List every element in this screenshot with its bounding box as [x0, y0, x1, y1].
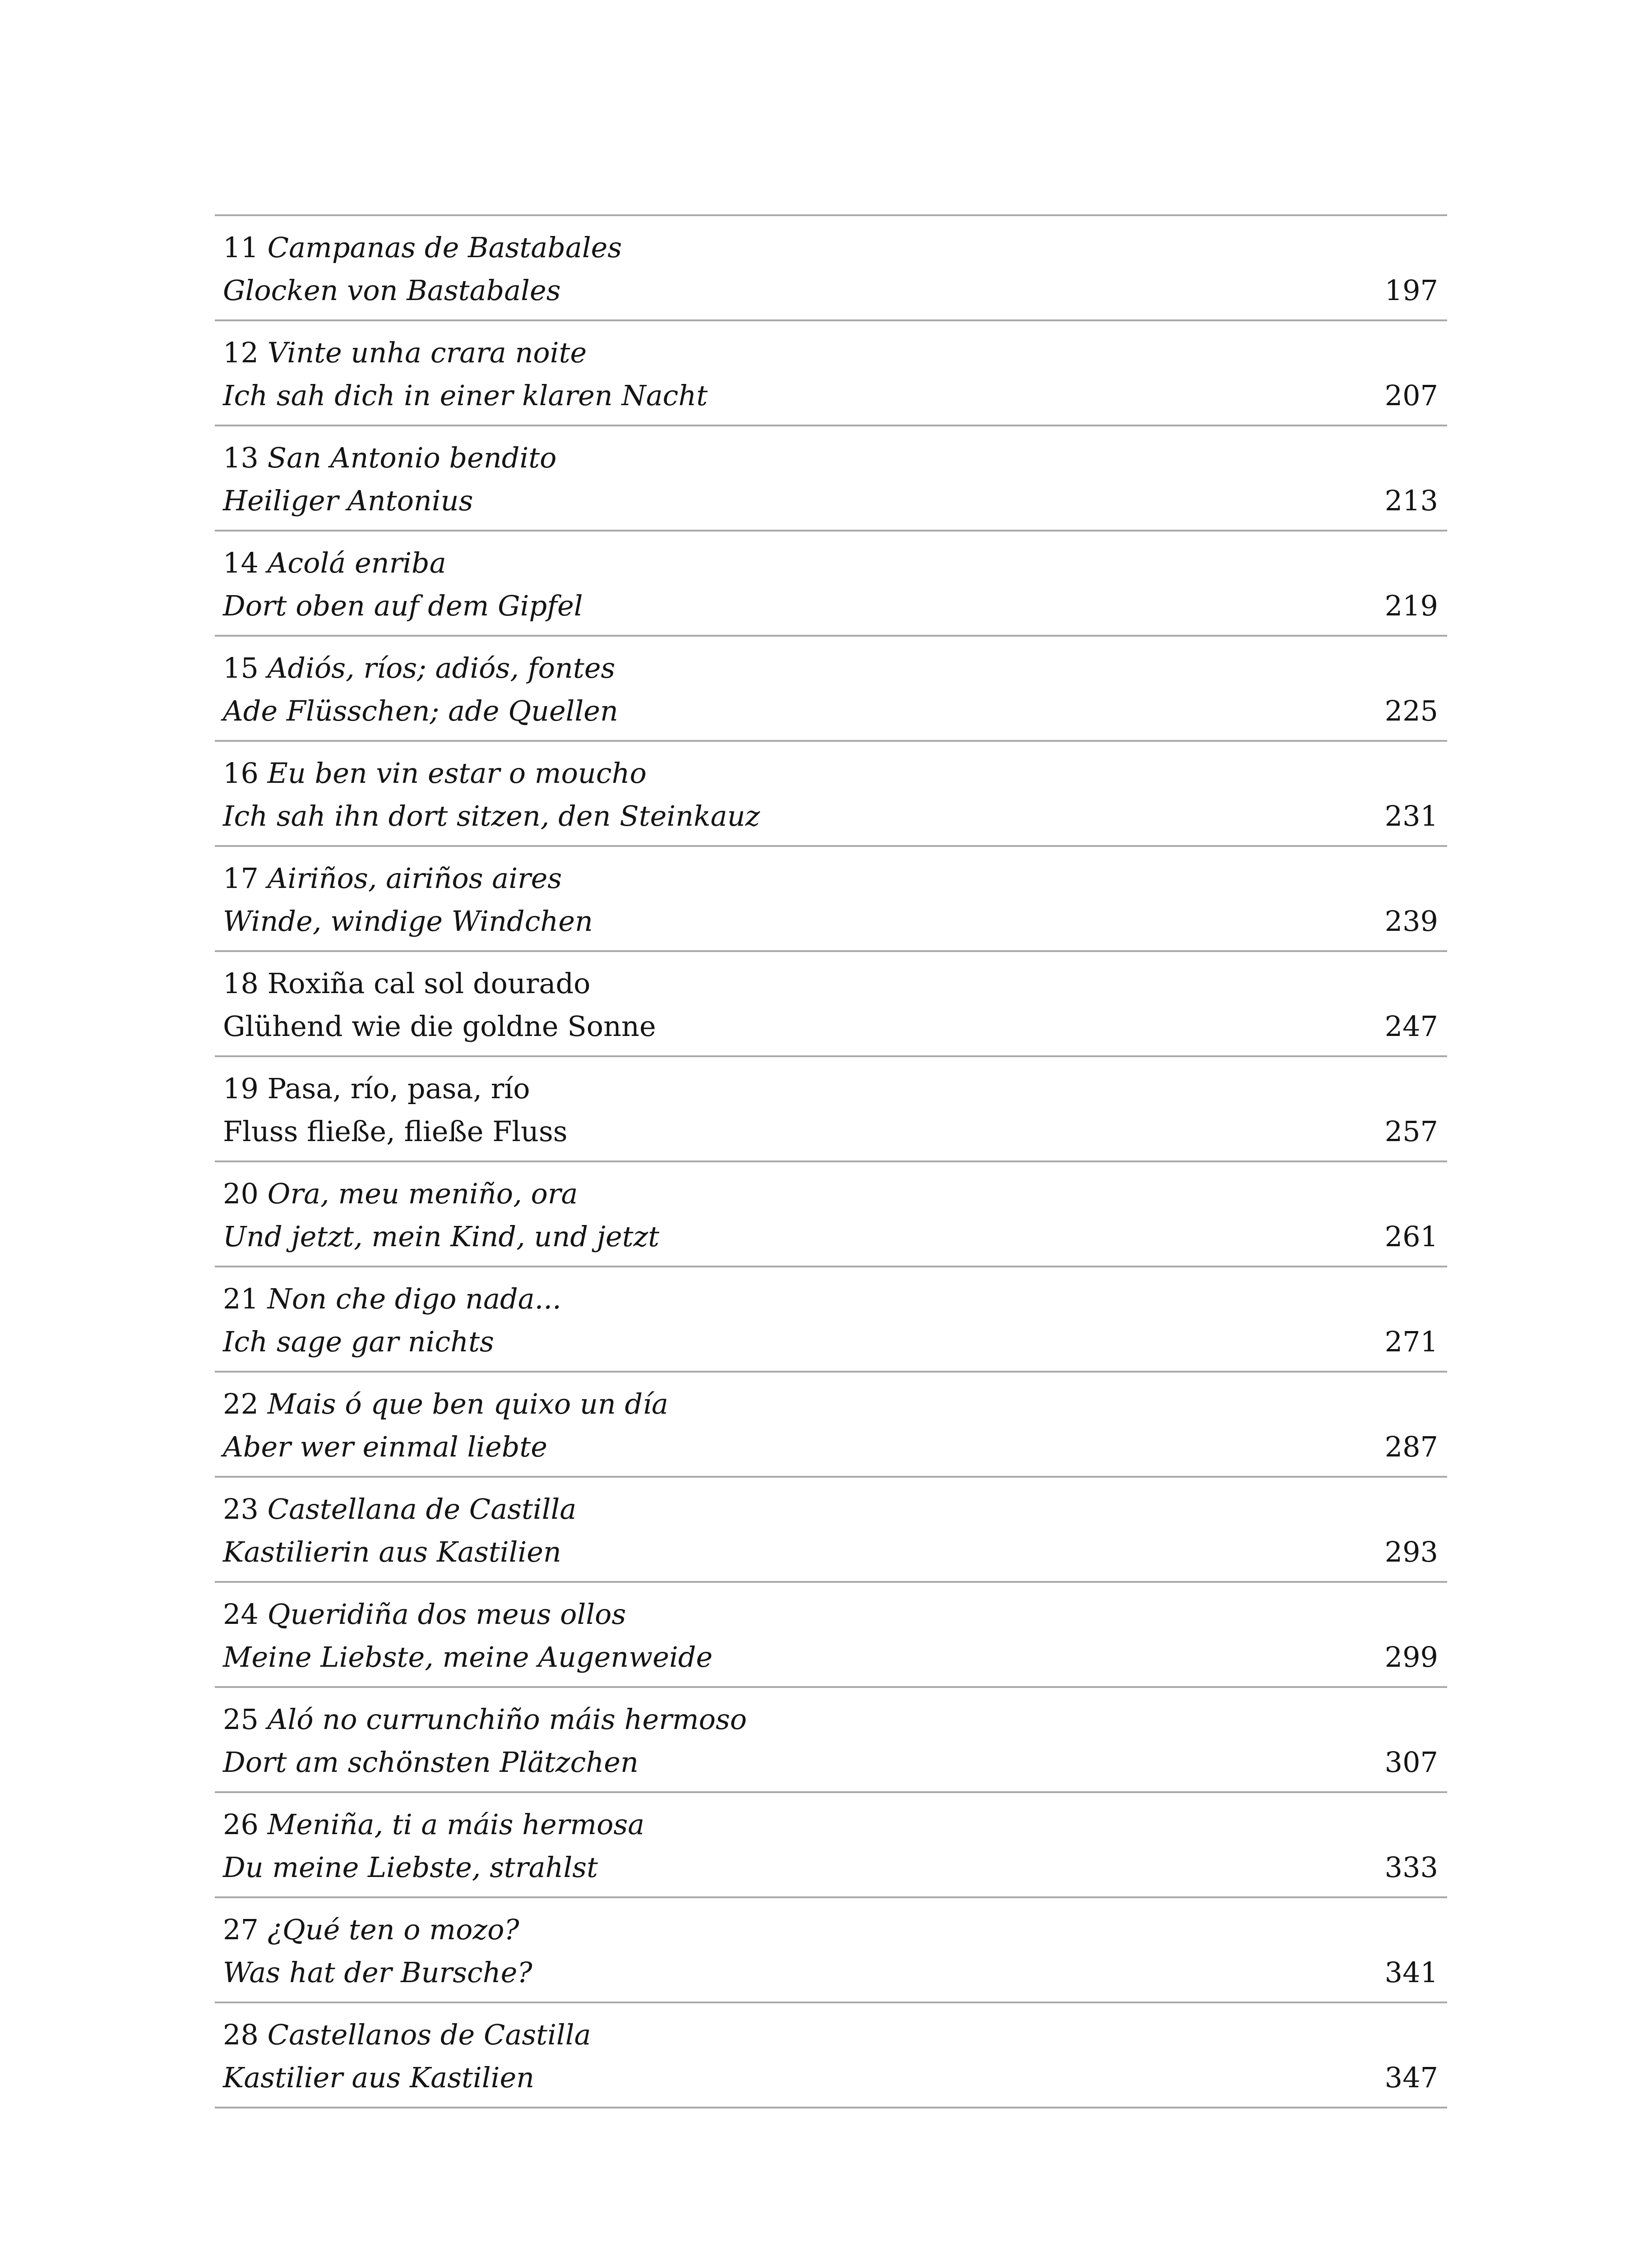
- page-number: 239: [1384, 905, 1438, 938]
- original-title: Aló no currunchiño máis hermoso: [267, 1703, 747, 1736]
- toc-entry-12: [215, 321, 1447, 426]
- original-title: Acolá enriba: [267, 546, 446, 579]
- original-title: Meniña, ti a máis hermosa: [267, 1808, 645, 1841]
- page-number: 247: [1384, 1010, 1438, 1043]
- page-number: 333: [1384, 1851, 1438, 1884]
- entry-number: 22: [223, 1387, 259, 1420]
- original-title: San Antonio bendito: [267, 441, 557, 474]
- page-number: 213: [1384, 484, 1438, 517]
- german-title: Aber wer einmal liebte: [223, 1430, 547, 1463]
- original-title: Ora, meu meniño, ora: [267, 1177, 578, 1210]
- original-title: ¿Qué ten o mozo?: [267, 1913, 519, 1946]
- german-title: Heiliger Antonius: [223, 484, 473, 517]
- entry-number: 28: [223, 2018, 259, 2051]
- german-title: Du meine Liebste, strahlst: [223, 1851, 598, 1884]
- original-title: Queridiña dos meus ollos: [267, 1598, 626, 1631]
- page-number: 347: [1384, 2061, 1438, 2094]
- entry-number: 16: [223, 757, 259, 790]
- original-title: Vinte unha crara noite: [267, 336, 587, 369]
- original-title: Castellanos de Castilla: [267, 2018, 591, 2051]
- page-number: 219: [1384, 589, 1438, 622]
- toc-entry-28: [215, 2003, 1447, 2108]
- original-title-line: [223, 755, 647, 791]
- original-title: Non che digo nada...: [267, 1282, 561, 1315]
- german-title: Ich sage gar nichts: [223, 1325, 494, 1358]
- page-number: 207: [1384, 379, 1438, 412]
- original-title-line: [223, 1701, 747, 1738]
- original-title-line: [223, 545, 446, 581]
- toc-entry-24: [215, 1583, 1447, 1688]
- entry-number: 15: [223, 652, 259, 684]
- german-title: Und jetzt, mein Kind, und jetzt: [223, 1220, 660, 1253]
- page-number: 261: [1384, 1220, 1438, 1253]
- toc-entry-14: [215, 532, 1447, 637]
- original-title-line: [223, 650, 615, 686]
- toc-entry-16: [215, 742, 1447, 847]
- toc-entry-22: [215, 1373, 1447, 1478]
- entry-number: 11: [223, 231, 259, 264]
- toc-entry-15: [215, 637, 1447, 742]
- page-number: 287: [1384, 1430, 1438, 1463]
- entry-number: 25: [223, 1703, 259, 1736]
- toc-entry-20: [215, 1162, 1447, 1267]
- original-title: Airiños, airiños aires: [267, 862, 562, 895]
- page-number: 341: [1384, 1956, 1438, 1989]
- page-number: 225: [1384, 694, 1438, 727]
- toc-entry-19: [215, 1057, 1447, 1162]
- german-title: Dort am schönsten Plätzchen: [223, 1746, 639, 1779]
- german-title: Was hat der Bursche?: [223, 1956, 532, 1989]
- german-title: Glühend wie die goldne Sonne: [223, 1010, 656, 1043]
- original-title: Castellana de Castilla: [267, 1493, 577, 1526]
- toc-entry-18: [215, 952, 1447, 1057]
- entry-number: 23: [223, 1493, 259, 1526]
- original-title-line: [223, 1491, 576, 1527]
- german-title: Ich sah ihn dort sitzen, den Steinkauz: [223, 800, 760, 832]
- table-of-contents: [215, 214, 1447, 2108]
- original-title-line: [223, 1912, 519, 1948]
- page-number: 271: [1384, 1325, 1438, 1358]
- original-title-line: [223, 1596, 626, 1632]
- original-title-line: [223, 2017, 591, 2053]
- toc-entry-17: [215, 847, 1447, 952]
- original-title: Eu ben vin estar o moucho: [267, 757, 647, 790]
- entry-number: 24: [223, 1598, 259, 1631]
- entry-number: 19: [223, 1072, 259, 1105]
- entry-number: 12: [223, 336, 259, 369]
- original-title: Mais ó que ben quixo un día: [267, 1387, 668, 1420]
- toc-entry-25: [215, 1688, 1447, 1793]
- german-title: Kastilierin aus Kastilien: [223, 1535, 561, 1568]
- page-number: 307: [1384, 1746, 1438, 1779]
- entry-number: 20: [223, 1177, 259, 1210]
- original-title: Roxiña cal sol dourado: [267, 967, 591, 1000]
- page-number: 299: [1384, 1641, 1438, 1674]
- original-title-line: [223, 1176, 578, 1212]
- original-title-line: [223, 1807, 644, 1843]
- original-title-line: [223, 335, 587, 371]
- original-title-line: [223, 1281, 561, 1317]
- german-title: Ich sah dich in einer klaren Nacht: [223, 379, 708, 412]
- toc-entry-21: [215, 1267, 1447, 1373]
- german-title: Fluss fließe, fließe Fluss: [223, 1115, 568, 1148]
- original-title-line: [223, 860, 562, 897]
- german-title: Glocken von Bastabales: [223, 274, 561, 307]
- page-number: 197: [1384, 274, 1438, 307]
- page-number: 293: [1384, 1535, 1438, 1568]
- original-title-line: [223, 440, 557, 476]
- entry-number: 21: [223, 1282, 259, 1315]
- toc-entry-11: [215, 216, 1447, 321]
- entry-number: 14: [223, 546, 259, 579]
- original-title-line: [223, 1386, 668, 1422]
- german-title: Ade Flüsschen; ade Quellen: [223, 694, 618, 727]
- original-title-line: [223, 966, 591, 1002]
- german-title: Kastilier aus Kastilien: [223, 2061, 535, 2094]
- entry-number: 13: [223, 441, 259, 474]
- german-title: Winde, windige Windchen: [223, 905, 593, 938]
- entry-number: 17: [223, 862, 259, 895]
- page-number: 257: [1384, 1115, 1438, 1148]
- toc-entry-13: [215, 426, 1447, 532]
- original-title-line: [223, 1071, 530, 1107]
- toc-entry-27: [215, 1898, 1447, 2003]
- toc-entry-23: [215, 1478, 1447, 1583]
- toc-entry-26: [215, 1793, 1447, 1898]
- entry-number: 27: [223, 1913, 259, 1946]
- entry-number: 26: [223, 1808, 259, 1841]
- original-title: Adiós, ríos; adiós, fontes: [267, 652, 615, 684]
- original-title: Campanas de Bastabales: [267, 231, 622, 264]
- german-title: Dort oben auf dem Gipfel: [223, 589, 583, 622]
- german-title: Meine Liebste, meine Augenweide: [223, 1641, 713, 1674]
- original-title-line: [223, 230, 622, 266]
- page-number: 231: [1384, 800, 1438, 832]
- original-title: Pasa, río, pasa, río: [267, 1072, 530, 1105]
- entry-number: 18: [223, 967, 259, 1000]
